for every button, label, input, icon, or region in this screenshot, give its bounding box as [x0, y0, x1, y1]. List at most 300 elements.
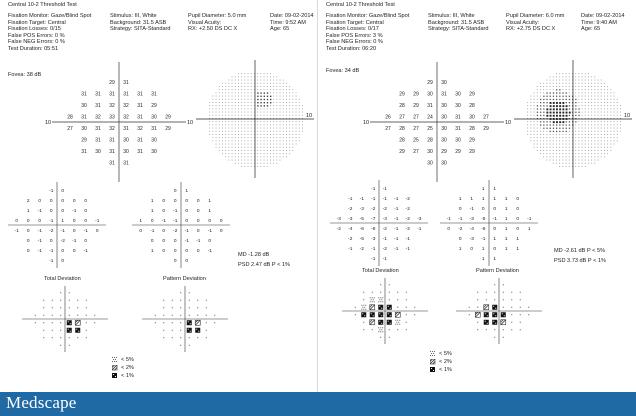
prob-normal-symbol: [520, 322, 521, 323]
threshold-value: 26: [385, 114, 391, 121]
deviation-value: -3: [371, 237, 376, 242]
prob-normal-symbol: [397, 329, 398, 330]
mean-deviation: MD -2.61 dB P < 5%: [554, 248, 606, 254]
threshold-value: 27: [413, 148, 419, 155]
prob-normal-symbol: [180, 292, 181, 293]
visual-acuity: Visual Acuity:: [506, 19, 540, 26]
prob-normal-symbol: [60, 337, 61, 338]
deviation-value: 1: [504, 247, 508, 252]
threshold-value: 30: [151, 114, 157, 121]
deviation-value: 1: [481, 197, 485, 202]
deviation-value: -1: [184, 229, 189, 234]
legend-item: [430, 366, 452, 374]
prob-lt2-symbol: [395, 312, 400, 317]
deviation-value: -3: [382, 217, 387, 222]
threshold-value: 31: [123, 160, 129, 167]
deviation-value: -1: [49, 189, 54, 194]
threshold-value: 31: [137, 137, 143, 144]
deviation-value: -1: [37, 239, 42, 244]
prob-lt1-symbol: [370, 312, 375, 317]
prob-normal-symbol: [43, 330, 44, 331]
deviation-value: -8: [371, 227, 376, 232]
deviation-value: 0: [15, 219, 19, 224]
deviation-value: -1: [394, 237, 399, 242]
deviation-value: 0: [61, 259, 65, 264]
threshold-value: 31: [95, 137, 101, 144]
threshold-value: 27: [67, 125, 73, 132]
visual-acuity: Visual Acuity:: [188, 19, 222, 26]
deviation-value: 0: [173, 249, 177, 254]
deviation-value: -1: [382, 257, 387, 262]
legend-label: < 5%: [439, 351, 452, 357]
deviation-value: 0: [185, 259, 189, 264]
fixation-losses: Fixation Losses: 0/15: [8, 26, 61, 33]
prob-normal-symbol: [180, 307, 181, 308]
threshold-value: 32: [109, 102, 115, 109]
prob-normal-symbol: [206, 307, 207, 308]
threshold-value: 31: [81, 114, 87, 121]
prob-lt1-symbol: [67, 320, 72, 325]
prob-normal-symbol: [494, 337, 495, 338]
threshold-value: 28: [469, 102, 475, 109]
deviation-value: 0: [150, 239, 154, 244]
deviation-value: 0: [173, 189, 177, 194]
test-duration: Test Duration: 06:20: [326, 45, 377, 52]
axis-label-left: 10: [363, 120, 370, 126]
deviation-value: 0: [173, 259, 177, 264]
prob-normal-symbol: [503, 299, 504, 300]
header-column-1: [8, 13, 91, 53]
deviation-value: 0: [38, 219, 42, 224]
test-panel-right: [318, 0, 636, 392]
prob-normal-symbol: [180, 322, 181, 323]
prob-normal-symbol: [60, 307, 61, 308]
prob-normal-symbol: [511, 322, 512, 323]
prob-normal-symbol: [180, 300, 181, 301]
prob-normal-symbol: [155, 315, 156, 316]
threshold-value: 31: [137, 102, 143, 109]
total-deviation-probability: [340, 276, 430, 346]
threshold-value: 29: [81, 137, 87, 144]
total-deviation-numeric: [326, 178, 432, 268]
prob-normal-symbol: [406, 307, 407, 308]
deviation-value: 0: [493, 247, 497, 252]
prob-lt1-symbol: [492, 305, 497, 310]
prob-normal-symbol: [503, 307, 504, 308]
patient-age: Age: 65: [270, 26, 290, 33]
prob-lt1-symbol: [75, 328, 80, 333]
deviation-value: 0: [38, 199, 42, 204]
fixation-target: Fixation Target: Central: [8, 19, 66, 26]
prob-lt2-symbol: [195, 320, 200, 325]
strategy: Strategy: SITA-Standard: [110, 26, 171, 33]
threshold-value: 31: [123, 79, 129, 86]
prob-normal-symbol: [528, 307, 529, 308]
deviation-value: -1: [458, 217, 463, 222]
threshold-value: 30: [427, 91, 433, 98]
threshold-value: 32: [137, 125, 143, 132]
deviation-value: -2: [60, 239, 65, 244]
deviation-value: -4: [469, 227, 474, 232]
deviation-value: -1: [405, 247, 410, 252]
threshold-value: 30: [441, 160, 447, 167]
deviation-value: 0: [219, 219, 223, 224]
deviation-value: 0: [61, 189, 65, 194]
prob-lt1-symbol: [501, 312, 506, 317]
threshold-value: 28: [399, 102, 405, 109]
threshold-value: 31: [109, 148, 115, 155]
threshold-value: 31: [151, 91, 157, 98]
deviation-value: 2: [26, 199, 30, 204]
prob-normal-symbol: [477, 299, 478, 300]
prob-lt1-symbol: [195, 328, 200, 333]
test-time: Time: 9:40 AM: [581, 19, 617, 26]
threshold-value: 27: [399, 114, 405, 121]
prob-normal-symbol: [52, 315, 53, 316]
deviation-value: -1: [348, 247, 353, 252]
lt2-symbol-icon: [112, 365, 118, 371]
prob-normal-symbol: [77, 315, 78, 316]
prob-normal-symbol: [206, 322, 207, 323]
prob-normal-symbol: [197, 315, 198, 316]
prob-normal-symbol: [520, 292, 521, 293]
prob-normal-symbol: [163, 307, 164, 308]
threshold-value: 30: [469, 114, 475, 121]
background: Background: 31.5 ASB: [428, 19, 485, 26]
deviation-value: -2: [405, 197, 410, 202]
prob-lt2-symbol: [484, 305, 489, 310]
deviation-value: 0: [481, 207, 485, 212]
deviation-value: 0: [84, 199, 88, 204]
deviation-value: 0: [185, 219, 189, 224]
deviation-value: 1: [493, 237, 497, 242]
test-date: Date: 09-02-2014: [581, 13, 625, 19]
deviation-value: 1: [139, 219, 143, 224]
lt1-symbol-icon: [430, 367, 436, 373]
prob-lt1-symbol: [67, 328, 72, 333]
prob-normal-symbol: [511, 292, 512, 293]
deviation-value: -1: [49, 259, 54, 264]
prob-normal-symbol: [189, 307, 190, 308]
threshold-value: 32: [123, 102, 129, 109]
prob-normal-symbol: [172, 300, 173, 301]
deviation-value: 0: [458, 237, 462, 242]
deviation-value: 1: [150, 249, 154, 254]
prob-normal-symbol: [380, 284, 381, 285]
deviation-value: -1: [469, 207, 474, 212]
deviation-value: 0: [26, 249, 30, 254]
stimulus: Stimulus: III, White: [110, 13, 157, 19]
deviation-value: 0: [173, 239, 177, 244]
prob-normal-symbol: [397, 292, 398, 293]
threshold-value: 29: [109, 79, 115, 86]
prob-normal-symbol: [389, 329, 390, 330]
threshold-value: 30: [151, 148, 157, 155]
prob-normal-symbol: [477, 292, 478, 293]
deviation-value: -1: [394, 217, 399, 222]
prob-normal-symbol: [363, 299, 364, 300]
prob-normal-symbol: [206, 337, 207, 338]
pattern-deviation-probability: [454, 276, 544, 346]
prob-normal-symbol: [60, 345, 61, 346]
deviation-value: -1: [37, 229, 42, 234]
deviation-value: 0: [162, 249, 166, 254]
prob-lt1-symbol: [492, 320, 497, 325]
prob-normal-symbol: [52, 307, 53, 308]
prob-normal-symbol: [163, 330, 164, 331]
prob-normal-symbol: [494, 292, 495, 293]
total-deviation-numeric: [4, 180, 110, 270]
deviation-value: -1: [527, 217, 532, 222]
prob-lt1-symbol: [187, 328, 192, 333]
prob-normal-symbol: [52, 300, 53, 301]
deviation-value: -1: [173, 219, 178, 224]
deviation-value: -2: [405, 207, 410, 212]
legend-label: < 2%: [439, 359, 452, 365]
threshold-value: 29: [399, 91, 405, 98]
deviation-value: 0: [84, 239, 88, 244]
prob-normal-symbol: [363, 329, 364, 330]
prob-normal-symbol: [197, 307, 198, 308]
deviation-value: 1: [481, 187, 485, 192]
prob-lt1-symbol: [378, 320, 383, 325]
prob-normal-symbol: [172, 307, 173, 308]
deviation-value: 0: [26, 239, 30, 244]
threshold-value: 31: [137, 114, 143, 121]
prob-normal-symbol: [189, 337, 190, 338]
deviation-value: -2: [382, 207, 387, 212]
deviation-value: -1: [382, 187, 387, 192]
deviation-value: 0: [219, 229, 223, 234]
prob-normal-symbol: [189, 300, 190, 301]
prob-lt1-symbol: [361, 312, 366, 317]
deviation-value: -1: [394, 227, 399, 232]
deviation-value: 0: [72, 249, 76, 254]
axis-label: 10: [306, 113, 313, 119]
prob-normal-symbol: [43, 300, 44, 301]
threshold-value: 30: [441, 79, 447, 86]
prob-normal-symbol: [189, 315, 190, 316]
fovea-value: Fovea: 34 dB: [326, 68, 360, 74]
prob-normal-symbol: [52, 330, 53, 331]
prob-normal-symbol: [503, 284, 504, 285]
deviation-value: 1: [504, 217, 508, 222]
deviation-value: 0: [61, 209, 65, 214]
mean-deviation: MD -1.28 dB: [238, 252, 270, 258]
fixation-target: Fixation Target: Central: [326, 19, 384, 26]
deviation-value: 0: [139, 229, 143, 234]
prob-normal-symbol: [214, 322, 215, 323]
threshold-value: 29: [469, 91, 475, 98]
threshold-value: 27: [413, 114, 419, 121]
deviation-value: -3: [336, 217, 341, 222]
deviation-value: 0: [196, 209, 200, 214]
deviation-value: -1: [382, 197, 387, 202]
deviation-value: 0: [162, 239, 166, 244]
deviation-value: 0: [72, 199, 76, 204]
prob-normal-symbol: [77, 307, 78, 308]
legend-label: < 1%: [439, 367, 452, 373]
total-deviation-label: Total Deviation: [362, 268, 399, 274]
threshold-value: 29: [441, 148, 447, 155]
test-time: Time: 9:52 AM: [270, 19, 306, 26]
prob-lt1-symbol: [387, 320, 392, 325]
test-duration: Test Duration: 05:51: [8, 45, 59, 52]
deviation-value: 0: [493, 227, 497, 232]
prob-normal-symbol: [389, 292, 390, 293]
threshold-value: 31: [441, 91, 447, 98]
deviation-value: -1: [60, 229, 65, 234]
prob-lt1-symbol: [484, 312, 489, 317]
threshold-value: 30: [441, 125, 447, 132]
prob-normal-symbol: [86, 322, 87, 323]
deviation-value: -1: [49, 219, 54, 224]
deviation-value: -1: [161, 219, 166, 224]
prob-normal-symbol: [414, 314, 415, 315]
deviation-value: -2: [382, 227, 387, 232]
deviation-value: -1: [207, 229, 212, 234]
deviation-value: 0: [49, 209, 53, 214]
prob-lt5-symbol: [395, 320, 400, 325]
threshold-map: [362, 58, 512, 186]
deviation-value: 1: [527, 227, 531, 232]
deviation-value: 0: [72, 219, 76, 224]
deviation-value: 0: [162, 199, 166, 204]
threshold-map: [44, 58, 194, 186]
deviation-value: -1: [49, 249, 54, 254]
prob-normal-symbol: [520, 299, 521, 300]
threshold-value: 29: [469, 137, 475, 144]
probability-legend: [430, 350, 452, 374]
lt5-symbol-icon: [112, 357, 118, 363]
grayscale-dots: [527, 73, 621, 167]
prob-normal-symbol: [94, 322, 95, 323]
prob-normal-symbol: [389, 299, 390, 300]
deviation-value: -7: [371, 217, 376, 222]
deviation-value: 0: [516, 197, 520, 202]
prob-normal-symbol: [189, 345, 190, 346]
medscape-logo: Medscape: [6, 393, 77, 412]
deviation-value: -1: [72, 239, 77, 244]
deviation-value: -2: [458, 227, 463, 232]
prob-normal-symbol: [206, 315, 207, 316]
prob-normal-symbol: [163, 315, 164, 316]
prob-normal-symbol: [486, 329, 487, 330]
prob-normal-symbol: [43, 315, 44, 316]
prob-normal-symbol: [60, 292, 61, 293]
pattern-deviation-probability: [140, 284, 230, 354]
patient-age: Age: 65: [581, 26, 601, 33]
threshold-value: 31: [81, 148, 87, 155]
prob-normal-symbol: [494, 299, 495, 300]
deviation-value: 0: [470, 247, 474, 252]
deviation-value: 0: [196, 249, 200, 254]
prob-normal-symbol: [77, 300, 78, 301]
pattern-deviation-numeric: [436, 178, 542, 268]
deviation-value: -1: [394, 197, 399, 202]
deviation-value: 0: [26, 219, 30, 224]
prob-normal-symbol: [469, 314, 470, 315]
deviation-value: -1: [446, 217, 451, 222]
deviation-value: -1: [481, 237, 486, 242]
threshold-value: 31: [123, 91, 129, 98]
grayscale-dots: [209, 73, 303, 167]
legend-item: [430, 358, 452, 366]
threshold-value: 28: [67, 114, 73, 121]
prob-normal-symbol: [520, 307, 521, 308]
threshold-value: 31: [455, 125, 461, 132]
deviation-value: 1: [493, 257, 497, 262]
prob-normal-symbol: [172, 337, 173, 338]
deviation-value: -2: [359, 247, 364, 252]
prob-lt1-symbol: [378, 312, 383, 317]
deviation-value: -1: [95, 219, 100, 224]
prob-normal-symbol: [163, 300, 164, 301]
prob-normal-symbol: [511, 307, 512, 308]
prob-lt2-symbol: [370, 305, 375, 310]
prob-normal-symbol: [503, 337, 504, 338]
deviation-value: 0: [72, 229, 76, 234]
pupil-diameter: Pupil Diameter: 5.0 mm: [188, 13, 247, 19]
pupil-diameter: Pupil Diameter: 6.0 mm: [506, 13, 565, 19]
deviation-value: -3: [348, 217, 353, 222]
threshold-value: 32: [109, 125, 115, 132]
prob-lt5-symbol: [361, 305, 366, 310]
deviation-value: -3: [469, 237, 474, 242]
deviation-value: 0: [196, 219, 200, 224]
deviation-value: -1: [359, 197, 364, 202]
prob-normal-symbol: [86, 300, 87, 301]
prob-normal-symbol: [511, 329, 512, 330]
prob-lt1-symbol: [378, 305, 383, 310]
fovea-value: Fovea: 38 dB: [8, 72, 42, 78]
deviation-value: -2: [348, 237, 353, 242]
deviation-value: -2: [371, 207, 376, 212]
header-column-2: [110, 13, 171, 33]
deviation-value: 0: [208, 219, 212, 224]
test-title: Central 10-2 Threshold Test: [326, 2, 395, 8]
deviation-value: -3: [359, 207, 364, 212]
deviation-value: -1: [371, 257, 376, 262]
grayscale-plot: [514, 60, 632, 178]
threshold-value: 27: [483, 114, 489, 121]
deviation-value: 1: [493, 187, 497, 192]
deviation-value: 0: [84, 219, 88, 224]
deviation-value: -1: [72, 209, 77, 214]
deviation-value: -1: [14, 229, 19, 234]
threshold-value: 29: [151, 102, 157, 109]
false-pos-errors: False POS Errors: 3 %: [326, 32, 383, 39]
grayscale-plot: [196, 60, 314, 178]
prob-normal-symbol: [520, 329, 521, 330]
deviation-value: -6: [359, 227, 364, 232]
prob-lt1-symbol: [484, 320, 489, 325]
legend-item: [112, 372, 134, 380]
prob-normal-symbol: [60, 300, 61, 301]
prob-normal-symbol: [372, 292, 373, 293]
false-neg-errors: False NEG Errors: 0 %: [326, 39, 383, 46]
prob-normal-symbol: [406, 292, 407, 293]
legend-item: [112, 364, 134, 372]
threshold-value: 30: [455, 102, 461, 109]
prob-lt1-symbol: [387, 305, 392, 310]
prob-normal-symbol: [163, 337, 164, 338]
threshold-value: 31: [95, 91, 101, 98]
prob-normal-symbol: [197, 300, 198, 301]
prob-normal-symbol: [77, 337, 78, 338]
threshold-value: 29: [455, 148, 461, 155]
threshold-value: 30: [81, 125, 87, 132]
